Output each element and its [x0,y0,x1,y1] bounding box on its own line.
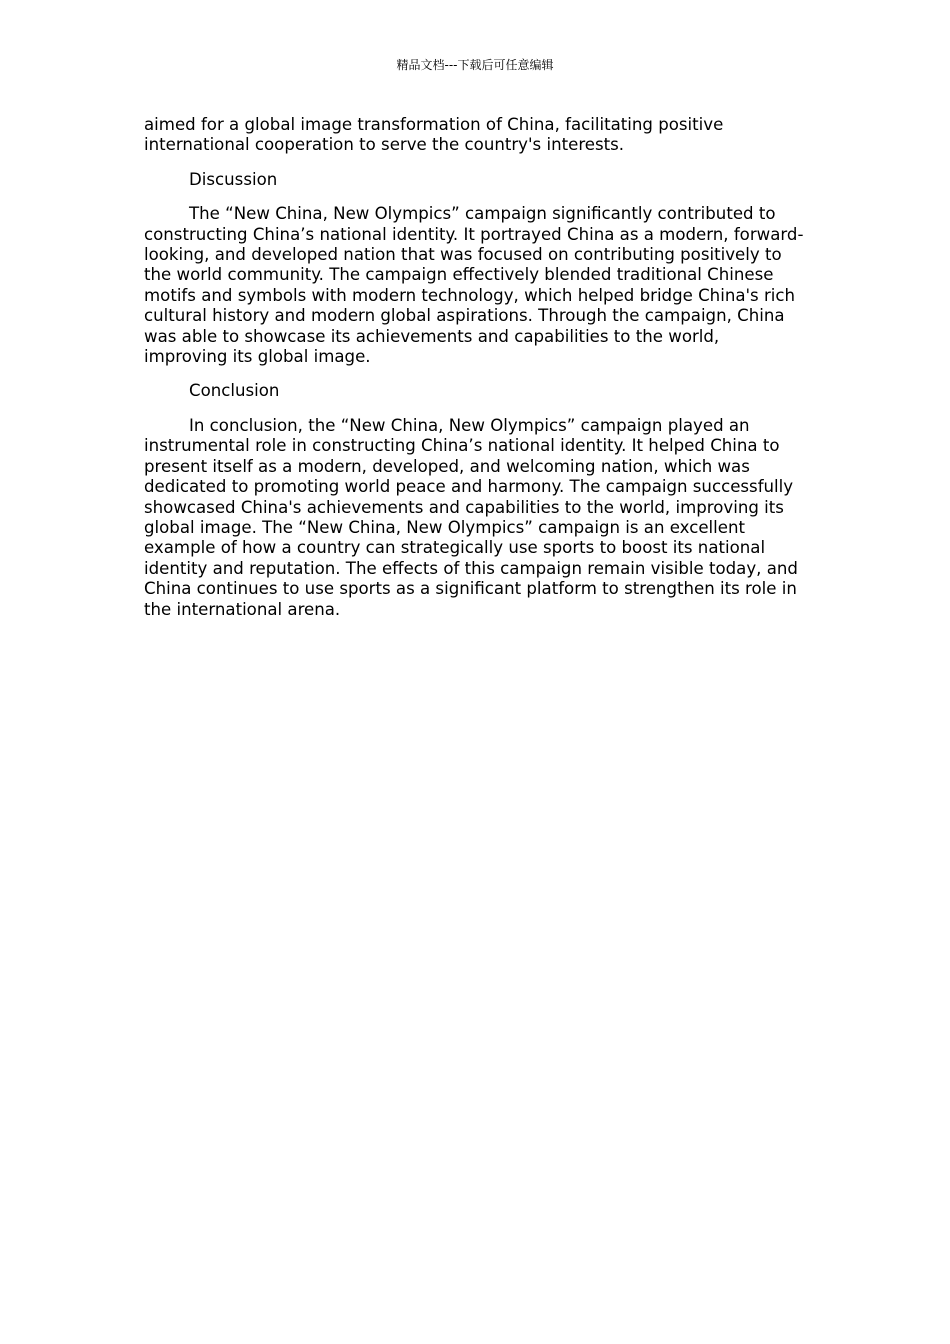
intro-tail-paragraph: aimed for a global image transformation of China, facilitating positive international cooperation to serve the country's interests. [144,115,724,155]
document-body [144,115,804,634]
conclusion-heading: Conclusion [189,381,280,401]
discussion-paragraph: The “New China, New Olympics” campaign significantly contributed to constructing China’s national identity. It portrayed China as a modern, forward-looking, and developed nation that was focused on contributing positively to the world community. The campaign effectively blended traditional Chinese motifs and symbols with modern technology, which helped bridge China's rich cultural history and modern global aspirations. Through the campaign, China was able to showcase its achievements and capabilities to the world, improving its global image. [144,204,804,367]
discussion-heading: Discussion [189,169,278,189]
page-header-watermark: 精品文档---下载后可任意编辑 [396,58,554,72]
conclusion-paragraph: In conclusion, the “New China, New Olympics” campaign played an instrumental role in constructing China’s national identity. It helped China to present itself as a modern, developed, and welcoming nation, which was dedicated to promoting world peace and harmony. The campaign successfully showcased China's achievements and capabilities to the world, improving its global image. The “New China, New Olympics” campaign is an excellent example of how a country can strategically use sports to boost its national identity and reputation. The effects of this campaign remain visible today, and China continues to use sports as a significant platform to strengthen its role in the international arena. [144,415,798,619]
